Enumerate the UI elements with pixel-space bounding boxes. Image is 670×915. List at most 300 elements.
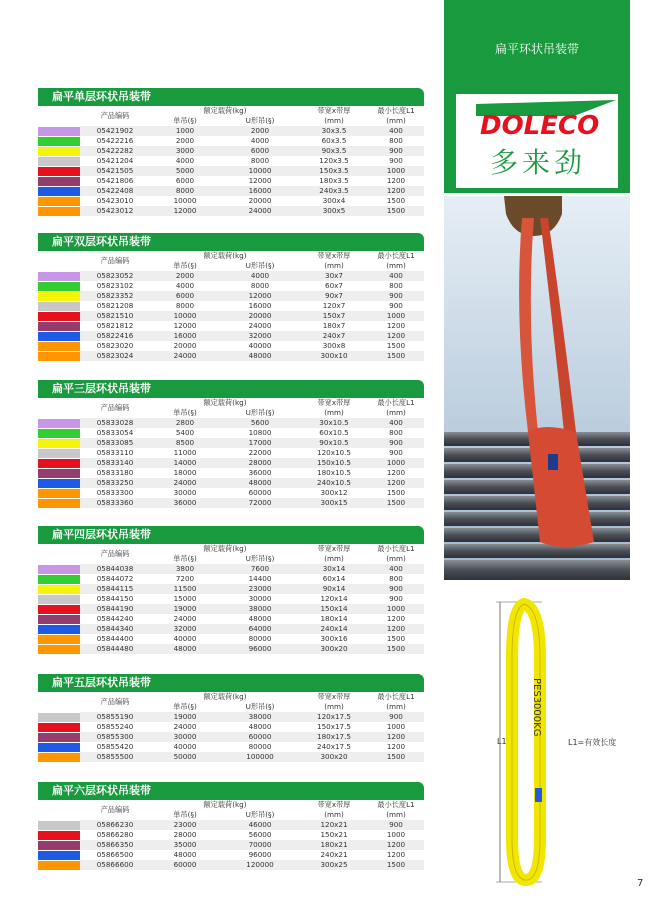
cell-u: 20000	[220, 196, 300, 206]
cell-single: 40000	[150, 634, 220, 644]
cell-code: 05421806	[80, 176, 150, 186]
color-swatch	[38, 301, 80, 311]
cell-code: 05844480	[80, 644, 150, 654]
header-rated-load: 额定载荷(kg)	[150, 692, 300, 702]
color-swatch	[38, 311, 80, 321]
header-size: 带宽x带厚	[300, 251, 368, 261]
spec-table	[38, 800, 424, 870]
color-swatch	[38, 712, 80, 722]
cell-single: 35000	[150, 840, 220, 850]
cell-size: 180x21	[300, 840, 368, 850]
table-row	[38, 196, 424, 206]
section-title: 扁平五层环状吊装带	[38, 674, 424, 692]
cell-single: 2800	[150, 418, 220, 428]
table-row	[38, 301, 424, 311]
header-u: U形吊(§)	[220, 554, 300, 564]
header-u: U形吊(§)	[220, 408, 300, 418]
header-len: 最小长度L1	[368, 398, 424, 408]
cell-len: 1500	[368, 341, 424, 351]
cell-u: 60000	[220, 732, 300, 742]
table-row	[38, 321, 424, 331]
cell-size: 180x17.5	[300, 732, 368, 742]
header-len: 最小长度L1	[368, 106, 424, 116]
cell-code: 05823352	[80, 291, 150, 301]
color-swatch	[38, 752, 80, 762]
cell-size: 30x10.5	[300, 418, 368, 428]
sling-print: PES3000KG	[531, 678, 542, 737]
cell-size: 120x17.5	[300, 712, 368, 722]
cell-single: 24000	[150, 614, 220, 624]
cell-len: 1000	[368, 604, 424, 614]
color-swatch	[38, 830, 80, 840]
cell-u: 48000	[220, 351, 300, 361]
spec-table	[38, 692, 424, 762]
table-row	[38, 428, 424, 438]
header-u: U形吊(§)	[220, 702, 300, 712]
cell-size: 300x4	[300, 196, 368, 206]
cell-u: 80000	[220, 634, 300, 644]
cell-u: 72000	[220, 498, 300, 508]
cell-size: 90x3.5	[300, 146, 368, 156]
cell-u: 96000	[220, 850, 300, 860]
cell-u: 40000	[220, 341, 300, 351]
cell-len: 400	[368, 271, 424, 281]
cell-u: 12000	[220, 291, 300, 301]
table-row	[38, 488, 424, 498]
header-len: 最小长度L1	[368, 251, 424, 261]
header-size: 带宽x带厚	[300, 544, 368, 554]
header-len-unit: (mm)	[368, 810, 424, 820]
header-size: 带宽x带厚	[300, 106, 368, 116]
cell-u: 4000	[220, 136, 300, 146]
section-title: 扁平单层环状吊装带	[38, 88, 424, 106]
cell-size: 180x7	[300, 321, 368, 331]
cell-len: 800	[368, 574, 424, 584]
cell-single: 24000	[150, 351, 220, 361]
table-row	[38, 498, 424, 508]
table-row	[38, 458, 424, 468]
color-swatch	[38, 860, 80, 870]
cell-code: 05833140	[80, 458, 150, 468]
cell-len: 1500	[368, 206, 424, 216]
cell-single: 2000	[150, 271, 220, 281]
cell-u: 48000	[220, 614, 300, 624]
cell-single: 8000	[150, 301, 220, 311]
header-single: 单吊(§)	[150, 554, 220, 564]
cell-len: 900	[368, 448, 424, 458]
cell-code: 05423010	[80, 196, 150, 206]
cell-single: 16000	[150, 331, 220, 341]
cell-code: 05833028	[80, 418, 150, 428]
cell-len: 1500	[368, 488, 424, 498]
header-rated-load: 额定载荷(kg)	[150, 398, 300, 408]
table-row	[38, 126, 424, 136]
cell-single: 48000	[150, 644, 220, 654]
cell-single: 24000	[150, 478, 220, 488]
color-swatch	[38, 351, 80, 361]
cell-len: 1200	[368, 186, 424, 196]
cell-code: 05866350	[80, 840, 150, 850]
color-swatch	[38, 574, 80, 584]
table-row	[38, 291, 424, 301]
color-swatch	[38, 206, 80, 216]
header-code: 产品编码	[80, 800, 150, 820]
color-swatch	[38, 281, 80, 291]
color-swatch	[38, 732, 80, 742]
cell-u: 60000	[220, 488, 300, 498]
cell-len: 1500	[368, 196, 424, 206]
cell-single: 11500	[150, 584, 220, 594]
cell-single: 3000	[150, 146, 220, 156]
cell-code: 05422408	[80, 186, 150, 196]
cell-len: 1200	[368, 614, 424, 624]
color-swatch	[38, 820, 80, 830]
cell-single: 50000	[150, 752, 220, 762]
cell-single: 5000	[150, 166, 220, 176]
cell-size: 60x7	[300, 281, 368, 291]
cell-u: 8000	[220, 281, 300, 291]
section-title: 扁平六层环状吊装带	[38, 782, 424, 800]
table-row	[38, 634, 424, 644]
cell-len: 800	[368, 428, 424, 438]
cell-u: 30000	[220, 594, 300, 604]
table-row	[38, 351, 424, 361]
cell-u: 38000	[220, 712, 300, 722]
header-size: 带宽x带厚	[300, 692, 368, 702]
cell-code: 05833054	[80, 428, 150, 438]
cell-len: 400	[368, 418, 424, 428]
table-row	[38, 584, 424, 594]
cell-size: 90x14	[300, 584, 368, 594]
cell-code: 05844038	[80, 564, 150, 574]
cell-code: 05833110	[80, 448, 150, 458]
cell-single: 36000	[150, 498, 220, 508]
color-swatch	[38, 126, 80, 136]
table-row	[38, 438, 424, 448]
cell-size: 300x15	[300, 498, 368, 508]
header-size-unit: (mm)	[300, 702, 368, 712]
table-row	[38, 166, 424, 176]
color-swatch	[38, 742, 80, 752]
table-row	[38, 478, 424, 488]
cell-u: 6000	[220, 146, 300, 156]
color-swatch	[38, 634, 80, 644]
cell-size: 150x14	[300, 604, 368, 614]
brand-cn: 多来劲	[490, 146, 587, 179]
color-swatch	[38, 176, 80, 186]
spec-table	[38, 398, 424, 508]
cell-len: 900	[368, 712, 424, 722]
section-title: 扁平双层环状吊装带	[38, 233, 424, 251]
table-row	[38, 331, 424, 341]
header-len-unit: (mm)	[368, 554, 424, 564]
cell-size: 240x7	[300, 331, 368, 341]
header-len-unit: (mm)	[368, 261, 424, 271]
table-row	[38, 604, 424, 614]
header-single: 单吊(§)	[150, 702, 220, 712]
header-single: 单吊(§)	[150, 408, 220, 418]
cell-single: 18000	[150, 468, 220, 478]
cell-u: 7600	[220, 564, 300, 574]
header-size-unit: (mm)	[300, 116, 368, 126]
header-size-unit: (mm)	[300, 408, 368, 418]
cell-single: 23000	[150, 820, 220, 830]
cell-code: 05421902	[80, 126, 150, 136]
header-u: U形吊(§)	[220, 261, 300, 271]
cell-size: 300x12	[300, 488, 368, 498]
table-row	[38, 418, 424, 428]
cell-code: 05855190	[80, 712, 150, 722]
cell-len: 1000	[368, 311, 424, 321]
cell-single: 2000	[150, 136, 220, 146]
cell-len: 900	[368, 820, 424, 830]
cell-code: 05823020	[80, 341, 150, 351]
header-rated-load: 额定载荷(kg)	[150, 106, 300, 116]
header-size: 带宽x带厚	[300, 800, 368, 810]
cell-code: 05866280	[80, 830, 150, 840]
table-row	[38, 564, 424, 574]
color-swatch	[38, 722, 80, 732]
cell-code: 05821510	[80, 311, 150, 321]
section-title: 扁平四层环状吊装带	[38, 526, 424, 544]
cell-u: 22000	[220, 448, 300, 458]
cell-code: 05844240	[80, 614, 150, 624]
table-row	[38, 271, 424, 281]
cell-code: 05866600	[80, 860, 150, 870]
cell-size: 120x10.5	[300, 448, 368, 458]
cell-single: 4000	[150, 156, 220, 166]
color-swatch	[38, 584, 80, 594]
cell-len: 1500	[368, 752, 424, 762]
cell-u: 16000	[220, 301, 300, 311]
cell-len: 1500	[368, 351, 424, 361]
cell-single: 15000	[150, 594, 220, 604]
cell-len: 900	[368, 291, 424, 301]
cell-len: 900	[368, 301, 424, 311]
section-title: 扁平三层环状吊装带	[38, 380, 424, 398]
color-swatch	[38, 840, 80, 850]
cell-u: 56000	[220, 830, 300, 840]
cell-len: 1200	[368, 624, 424, 634]
cell-code: 05855300	[80, 732, 150, 742]
table-row	[38, 830, 424, 840]
color-swatch	[38, 186, 80, 196]
cell-size: 300x8	[300, 341, 368, 351]
header-code: 产品编码	[80, 251, 150, 271]
cell-u: 2000	[220, 126, 300, 136]
table-row	[38, 840, 424, 850]
cell-len: 900	[368, 584, 424, 594]
cell-code: 05833300	[80, 488, 150, 498]
cell-u: 28000	[220, 458, 300, 468]
header-code: 产品编码	[80, 398, 150, 418]
cell-size: 60x10.5	[300, 428, 368, 438]
cell-code: 05423012	[80, 206, 150, 216]
cell-u: 48000	[220, 722, 300, 732]
table-row	[38, 468, 424, 478]
section-quad-layer	[38, 526, 424, 654]
spec-table	[38, 544, 424, 654]
cell-single: 10000	[150, 311, 220, 321]
cell-single: 12000	[150, 206, 220, 216]
cell-code: 05844072	[80, 574, 150, 584]
cell-size: 120x7	[300, 301, 368, 311]
cell-size: 300x16	[300, 634, 368, 644]
section-six-layer	[38, 782, 424, 870]
cell-size: 30x7	[300, 271, 368, 281]
cell-u: 32000	[220, 331, 300, 341]
cell-len: 1000	[368, 722, 424, 732]
header-len: 最小长度L1	[368, 692, 424, 702]
header-size: 带宽x带厚	[300, 398, 368, 408]
cell-u: 17000	[220, 438, 300, 448]
header-rated-load: 额定载荷(kg)	[150, 800, 300, 810]
table-row	[38, 311, 424, 321]
cell-size: 240x14	[300, 624, 368, 634]
cell-u: 70000	[220, 840, 300, 850]
cell-len: 1000	[368, 458, 424, 468]
color-swatch	[38, 428, 80, 438]
cell-size: 150x21	[300, 830, 368, 840]
table-row	[38, 448, 424, 458]
cell-u: 14400	[220, 574, 300, 584]
cell-code: 05822416	[80, 331, 150, 341]
section-double-layer	[38, 233, 424, 361]
table-row	[38, 594, 424, 604]
header-u: U形吊(§)	[220, 810, 300, 820]
cell-single: 14000	[150, 458, 220, 468]
cell-single: 20000	[150, 341, 220, 351]
cell-len: 900	[368, 594, 424, 604]
color-swatch	[38, 418, 80, 428]
cell-single: 60000	[150, 860, 220, 870]
color-swatch	[38, 468, 80, 478]
cell-u: 96000	[220, 644, 300, 654]
table-row	[38, 186, 424, 196]
header-len-unit: (mm)	[368, 702, 424, 712]
cell-size: 30x3.5	[300, 126, 368, 136]
cell-code: 05833180	[80, 468, 150, 478]
color-swatch	[38, 146, 80, 156]
cell-size: 180x3.5	[300, 176, 368, 186]
header-single: 单吊(§)	[150, 261, 220, 271]
cell-u: 16000	[220, 186, 300, 196]
cell-u: 24000	[220, 206, 300, 216]
table-row	[38, 136, 424, 146]
page-number: 7	[637, 878, 644, 889]
table-row	[38, 722, 424, 732]
cell-single: 5400	[150, 428, 220, 438]
cell-size: 120x3.5	[300, 156, 368, 166]
cell-single: 12000	[150, 321, 220, 331]
cell-u: 20000	[220, 311, 300, 321]
cell-size: 90x10.5	[300, 438, 368, 448]
table-row	[38, 624, 424, 634]
table-row	[38, 146, 424, 156]
cell-u: 10800	[220, 428, 300, 438]
cell-single: 6000	[150, 176, 220, 186]
cell-code: 05422216	[80, 136, 150, 146]
cell-single: 8500	[150, 438, 220, 448]
cell-u: 38000	[220, 604, 300, 614]
cell-len: 1200	[368, 468, 424, 478]
cell-len: 1500	[368, 860, 424, 870]
table-row	[38, 850, 424, 860]
cell-len: 1500	[368, 634, 424, 644]
section-five-layer	[38, 674, 424, 762]
cell-single: 40000	[150, 742, 220, 752]
color-swatch	[38, 438, 80, 448]
product-photo	[444, 196, 630, 580]
cell-len: 900	[368, 156, 424, 166]
section-triple-layer	[38, 380, 424, 508]
header-len: 最小长度L1	[368, 544, 424, 554]
cell-u: 12000	[220, 176, 300, 186]
cell-single: 11000	[150, 448, 220, 458]
cell-code: 05823102	[80, 281, 150, 291]
cell-code: 05821812	[80, 321, 150, 331]
cell-single: 28000	[150, 830, 220, 840]
cell-code: 05855420	[80, 742, 150, 752]
cell-size: 60x14	[300, 574, 368, 584]
cell-size: 240x21	[300, 850, 368, 860]
cell-u: 10000	[220, 166, 300, 176]
cell-size: 150x7	[300, 311, 368, 321]
cell-code: 05855240	[80, 722, 150, 732]
cell-size: 300x20	[300, 752, 368, 762]
table-row	[38, 752, 424, 762]
header-code: 产品编码	[80, 544, 150, 564]
table-row	[38, 206, 424, 216]
cell-len: 1000	[368, 830, 424, 840]
color-swatch	[38, 196, 80, 206]
cell-code: 05844400	[80, 634, 150, 644]
cell-len: 1200	[368, 321, 424, 331]
cell-code: 05844115	[80, 584, 150, 594]
cell-size: 150x3.5	[300, 166, 368, 176]
color-swatch	[38, 488, 80, 498]
brand-name: DOLECO	[480, 111, 600, 141]
cell-len: 1200	[368, 742, 424, 752]
cell-code: 05823024	[80, 351, 150, 361]
brand-logo-panel	[456, 94, 618, 188]
cell-len: 1200	[368, 176, 424, 186]
header-size-unit: (mm)	[300, 810, 368, 820]
color-swatch	[38, 478, 80, 488]
l1-dimension-label: L1	[497, 737, 507, 746]
cell-code: 05844190	[80, 604, 150, 614]
cell-size: 30x14	[300, 564, 368, 574]
cell-single: 4000	[150, 281, 220, 291]
header-single: 单吊(§)	[150, 116, 220, 126]
table-row	[38, 176, 424, 186]
cell-code: 05866230	[80, 820, 150, 830]
header-rated-load: 额定载荷(kg)	[150, 544, 300, 554]
color-swatch	[38, 850, 80, 860]
cell-size: 150x17.5	[300, 722, 368, 732]
color-swatch	[38, 448, 80, 458]
cell-len: 1000	[368, 166, 424, 176]
cell-single: 19000	[150, 604, 220, 614]
cell-len: 1200	[368, 732, 424, 742]
table-row	[38, 820, 424, 830]
cell-code: 05844340	[80, 624, 150, 634]
color-swatch	[38, 458, 80, 468]
table-row	[38, 712, 424, 722]
cell-len: 400	[368, 564, 424, 574]
cell-len: 1200	[368, 840, 424, 850]
cell-single: 48000	[150, 850, 220, 860]
